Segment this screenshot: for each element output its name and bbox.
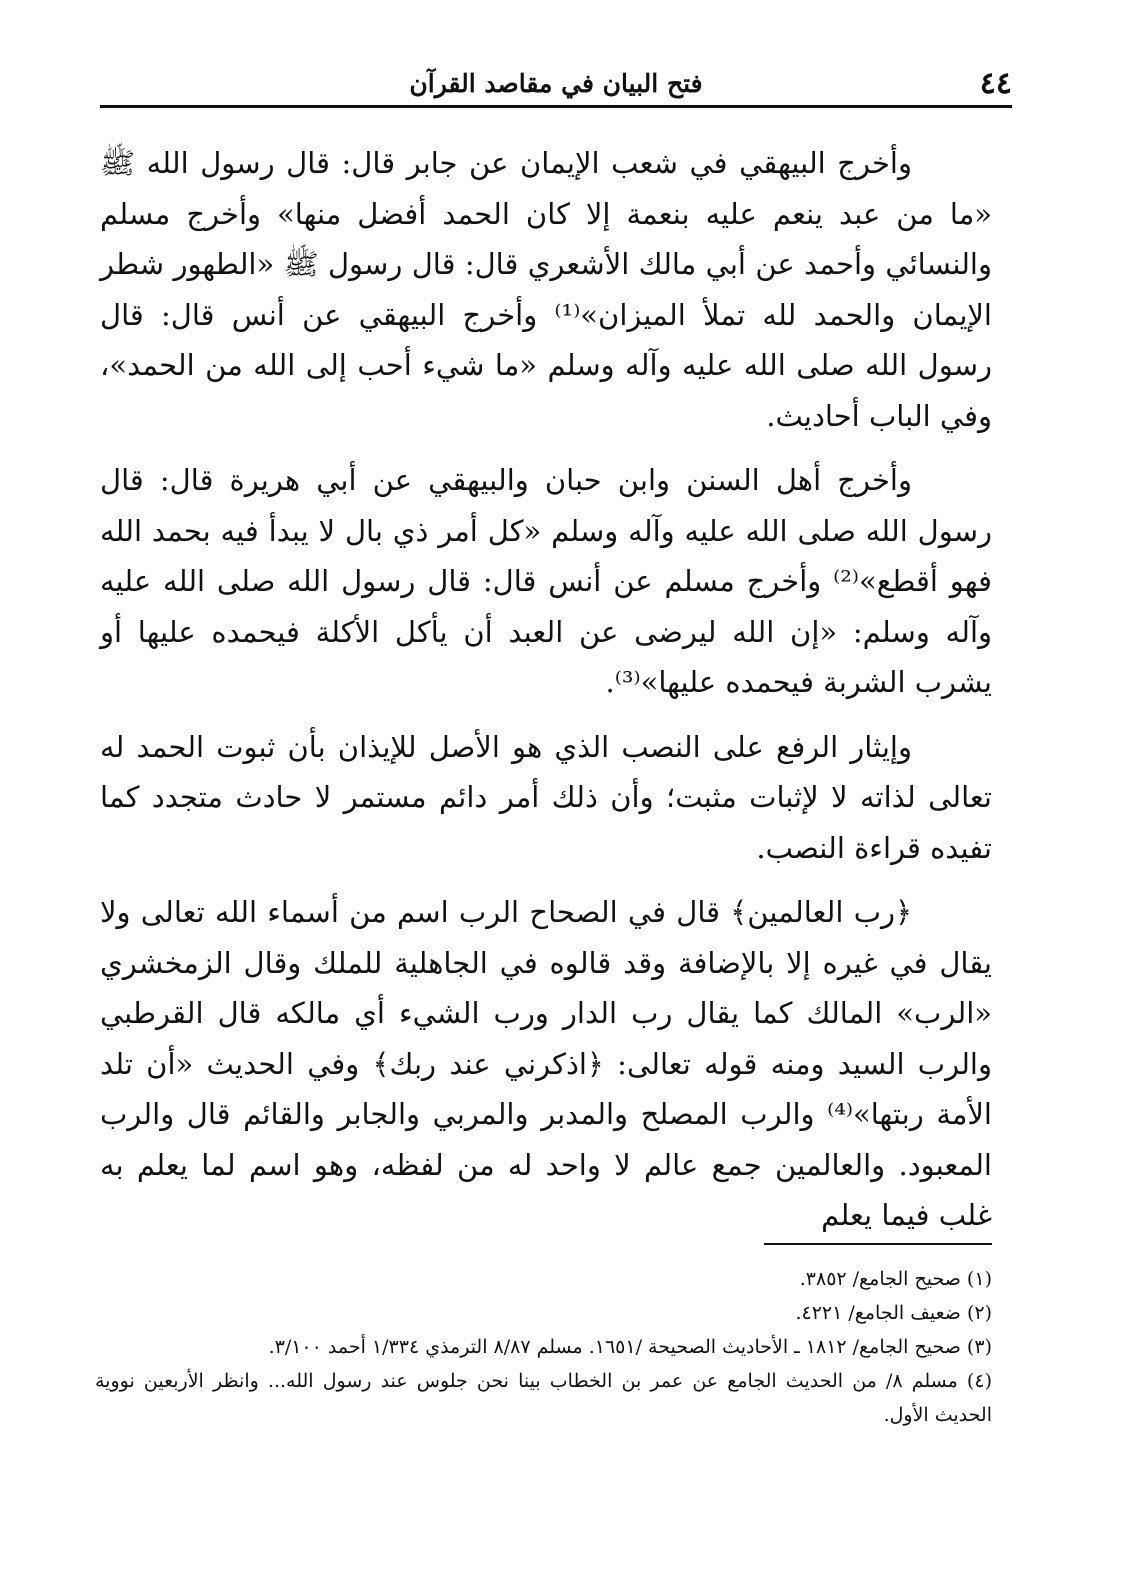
footnote: (٤) مسلم ٨/ من الحديث الجامع عن عمر بن الخطاب بينا نحن جلوس عند رسول الله... وانظر الأربعين نووية الحديث الأول. xyxy=(95,1370,992,1426)
paragraph: وأخرج أهل السنن وابن حبان والبيهقي عن أبي هريرة قال: قال رسول الله صلى الله عليه وآله وسلم «كل أمر ذي بال لا يبدأ فيه بحمد الله فهو أقطع»⁽²⁾ وأخرج مسلم عن أنس قال: قال رسول الله صلى الله عليه وآله وسلم: «إن الله ليرضى عن العبد أن يأكل الأكلة فيحمده عليها أو يشرب الشربة فيحمده عليها»⁽³⁾. xyxy=(100,463,992,699)
footnote: (٢) ضعيف الجامع/ ٤٢٢١. xyxy=(795,1302,992,1324)
footnotes xyxy=(95,1262,992,1432)
main-text xyxy=(100,138,992,1255)
paragraph: ﴿رب العالمين﴾ قال في الصحاح الرب اسم من أسماء الله تعالى ولا يقال في غيره إلا بالإضافة وقد قالوه في الجاهلية للملك وقال الزمخشري «الرب» المالك كما يقال رب الدار ورب الشيء أي مالكه قال القرطبي والرب السيد ومنه قوله تعالى: ﴿اذكرني عند ربك﴾ وفي الحديث «أن تلد الأمة ربتها»⁽⁴⁾ والرب المصلح والمدبر والمربي والجابر والقائم قال والرب المعبود. والعالمين جمع عالم لا واحد له من لفظه، وهو اسم لما يعلم به غلب فيما يعلم xyxy=(100,895,992,1232)
header-rule xyxy=(100,105,1012,108)
page-header xyxy=(100,62,1012,108)
footnote-separator xyxy=(764,1243,992,1245)
paragraph: وإيثار الرفع على النصب الذي هو الأصل للإيذان بأن ثبوت الحمد له تعالى لذاته لا لإثبات مثبت؛ وأن ذلك أمر دائم مستمر لا حادث متجدد كما تفيده قراءة النصب. xyxy=(100,729,992,865)
page-number: ٤٤ xyxy=(979,66,1012,101)
paragraph: وأخرج البيهقي في شعب الإيمان عن جابر قال: قال رسول الله ﷺ «ما من عبد ينعم عليه بنعمة إلا كان الحمد أفضل منها» وأخرج مسلم والنسائي وأحمد عن أبي مالك الأشعري قال: قال رسول ﷺ «الطهور شطر الإيمان والحمد لله تملأ الميزان»⁽¹⁾ وأخرج البيهقي عن أنس قال: قال رسول الله صلى الله عليه وآله وسلم «ما شيء أحب إلى الله من الحمد»، وفي الباب أحاديث. xyxy=(100,146,992,433)
footnote: (٣) صحيح الجامع/ ١٨١٢ ـ الأحاديث الصحيحة /١٦٥١. مسلم ٨/٨٧ الترمذي ١/٣٣٤ أحمد ٣/١٠٠. xyxy=(268,1336,992,1358)
running-title: فتح البيان في مقاصد القرآن xyxy=(409,69,703,98)
footnote: (١) صحيح الجامع/ ٣٨٥٢. xyxy=(799,1268,992,1290)
